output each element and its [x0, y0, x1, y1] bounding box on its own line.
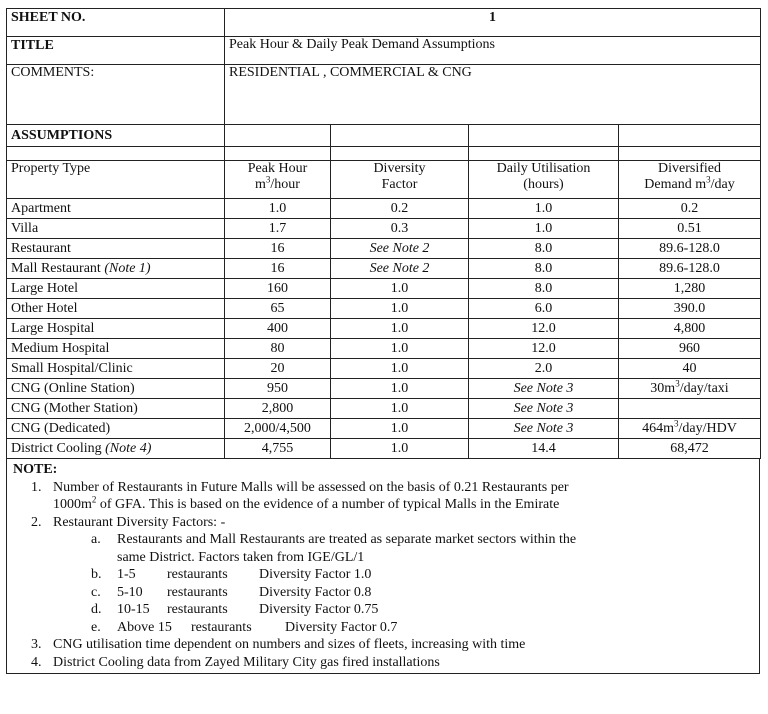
demand-value: 960 — [679, 340, 700, 356]
cell-diversity — [331, 259, 469, 279]
table-row — [7, 339, 761, 359]
cell-property-type — [7, 399, 225, 419]
peak-header-unit: m — [255, 177, 266, 192]
demand-value: 40 — [682, 360, 697, 376]
note-2e-word: restaurants — [191, 619, 252, 635]
title-value: Peak Hour & Daily Peak Demand Assumptions — [225, 37, 761, 65]
note-1-number: 1. — [31, 479, 42, 495]
note-1-line2a: 1000m — [53, 497, 92, 512]
header-table — [6, 8, 761, 459]
col-header-diversity — [331, 161, 469, 199]
cell-diversity — [331, 239, 469, 259]
cell-diversity — [331, 319, 469, 339]
cell-utilisation — [469, 439, 619, 459]
demand-value: 68,472 — [670, 440, 709, 456]
utilisation-value: See Note 3 — [513, 400, 574, 416]
cell-demand — [619, 359, 761, 379]
peak-hour-value: 1.7 — [268, 220, 287, 236]
col-header-demand — [619, 161, 761, 199]
diversity-value: 1.0 — [390, 280, 409, 296]
note-2-number: 2. — [31, 514, 42, 530]
note-2d-factor: Diversity Factor 0.75 — [259, 602, 379, 617]
note-2b-letter: b. — [91, 567, 102, 582]
property-type-text: Villa — [11, 220, 39, 236]
cell-demand — [619, 299, 761, 319]
cell-demand — [619, 339, 761, 359]
table-row — [7, 319, 761, 339]
cell-demand — [619, 239, 761, 259]
diversity-value: 1.0 — [390, 320, 409, 336]
demand-value: 30m — [650, 380, 676, 396]
demand-value: 390.0 — [673, 300, 706, 316]
table-row — [7, 299, 761, 319]
property-note-ref: (Note 4) — [105, 440, 152, 456]
peak-hour-value: 16 — [270, 260, 285, 276]
cell-peak-hour — [225, 219, 331, 239]
cell-diversity — [331, 379, 469, 399]
cell-utilisation — [469, 239, 619, 259]
note-1 — [13, 479, 753, 514]
note-2a-line1: Restaurants and Mall Restaurants are treated as separate market sectors within the — [117, 532, 577, 547]
title-label: TITLE — [7, 37, 225, 65]
comments-value: RESIDENTIAL , COMMERCIAL & CNG — [225, 65, 761, 125]
peak-hour-value: 20 — [270, 360, 285, 376]
utilisation-value: See Note 3 — [513, 380, 574, 396]
property-type-text: Medium Hospital — [11, 340, 110, 356]
table-row — [7, 279, 761, 299]
cell-demand — [619, 319, 761, 339]
demand-value: 89.6-128.0 — [659, 240, 720, 256]
dem-header-sup: 3 — [706, 174, 711, 185]
peak-hour-value: 1.0 — [268, 200, 287, 216]
blank-cell — [619, 147, 761, 161]
property-type-text: Restaurant — [11, 240, 71, 256]
diversity-value: 1.0 — [390, 420, 409, 436]
cell-peak-hour — [225, 279, 331, 299]
demand-value: 89.6-128.0 — [659, 260, 720, 276]
cell-peak-hour — [225, 399, 331, 419]
table-row — [7, 259, 761, 279]
diversity-value: 0.3 — [390, 220, 409, 236]
peak-hour-value: 950 — [267, 380, 288, 396]
note-2c-word: restaurants — [167, 584, 228, 600]
note-2a-letter: a. — [91, 532, 101, 547]
utilisation-value: 2.0 — [534, 360, 553, 376]
dem-header-unit: Demand m — [644, 177, 707, 192]
sheet-number: 1 — [225, 9, 761, 37]
note-3-text: CNG utilisation time dependent on numbers and sizes of fleets, increasing with time — [53, 637, 526, 652]
cell-demand — [619, 199, 761, 219]
notes-section — [6, 459, 760, 674]
note-4 — [13, 654, 753, 672]
peak-hour-value: 400 — [267, 320, 288, 336]
demand-value: 0.51 — [677, 220, 702, 236]
assumptions-sheet — [6, 8, 760, 674]
cell-utilisation — [469, 319, 619, 339]
div-header-line2: Factor — [381, 177, 418, 192]
note-2d-word: restaurants — [167, 602, 228, 617]
utilisation-value: See Note 3 — [513, 420, 574, 436]
note-2e-range: Above 15 — [117, 619, 172, 635]
cell-diversity — [331, 439, 469, 459]
utilisation-value: 8.0 — [534, 260, 553, 276]
cell-property-type — [7, 379, 225, 399]
table-row — [7, 359, 761, 379]
col-header-property — [7, 161, 225, 199]
cell-utilisation — [469, 399, 619, 419]
utilisation-value: 14.4 — [531, 440, 556, 456]
note-2d-letter: d. — [91, 602, 102, 617]
col-header-peak — [225, 161, 331, 199]
cell-peak-hour — [225, 319, 331, 339]
utilisation-value: 8.0 — [534, 280, 553, 296]
data-rows — [7, 199, 761, 459]
note-1-line2b: of GFA. This is based on the evidence of a number of typical Malls in the Emirate — [96, 497, 560, 512]
cell-property-type — [7, 299, 225, 319]
demand-value: 464m — [642, 420, 675, 436]
property-type-text: CNG (Online Station) — [11, 380, 135, 396]
table-row — [7, 239, 761, 259]
utilisation-value: 1.0 — [534, 220, 553, 236]
cell-property-type — [7, 419, 225, 439]
cell-property-type — [7, 359, 225, 379]
cell-property-type — [7, 239, 225, 259]
note-2c — [13, 584, 753, 602]
table-row — [7, 419, 761, 439]
note-2-text: Restaurant Diversity Factors: - — [53, 514, 226, 530]
peak-header-sup: 3 — [265, 174, 271, 185]
note-2a-text — [117, 531, 576, 566]
cell-peak-hour — [225, 419, 331, 439]
cell-property-type — [7, 439, 225, 459]
peak-header-line1: Peak Hour — [247, 161, 308, 176]
peak-hour-value: 80 — [270, 340, 285, 356]
property-type-text: Apartment — [11, 200, 71, 216]
demand-sup: 3 — [674, 417, 679, 428]
cell-peak-hour — [225, 439, 331, 459]
cell-property-type — [7, 259, 225, 279]
cell-property-type — [7, 219, 225, 239]
cell-property-type — [7, 279, 225, 299]
peak-hour-value: 4,755 — [261, 440, 294, 456]
diversity-value: 1.0 — [390, 300, 409, 316]
diversity-value: See Note 2 — [369, 260, 430, 276]
note-2a — [13, 531, 753, 566]
property-type-text: CNG (Mother Station) — [11, 400, 138, 416]
table-row — [7, 379, 761, 399]
cell-diversity — [331, 419, 469, 439]
cell-utilisation — [469, 339, 619, 359]
cell-peak-hour — [225, 259, 331, 279]
cell-demand — [619, 379, 761, 399]
cell-peak-hour — [225, 239, 331, 259]
note-4-text: District Cooling data from Zayed Military City gas fired installations — [53, 654, 440, 670]
demand-value: 1,280 — [673, 280, 706, 296]
utilisation-value: 8.0 — [534, 240, 553, 256]
property-type-text: Mall Restaurant — [11, 260, 105, 276]
cell-peak-hour — [225, 199, 331, 219]
note-3-number: 3. — [31, 637, 42, 652]
col-header-utilisation — [469, 161, 619, 199]
cell-demand — [619, 279, 761, 299]
note-2b-range: 1-5 — [117, 567, 136, 582]
note-2c-factor: Diversity Factor 0.8 — [259, 584, 372, 600]
table-row — [7, 439, 761, 459]
util-header-line1: Daily Utilisation — [496, 161, 591, 176]
cell-utilisation — [469, 359, 619, 379]
cell-utilisation — [469, 419, 619, 439]
blank-cell — [7, 147, 225, 161]
property-type-text: Other Hotel — [11, 300, 78, 316]
cell-utilisation — [469, 279, 619, 299]
property-type-text: Large Hotel — [11, 280, 78, 296]
cell-diversity — [331, 199, 469, 219]
cell-demand — [619, 419, 761, 439]
note-2c-letter: c. — [91, 584, 101, 600]
note-2b — [13, 566, 753, 584]
utilisation-value: 12.0 — [531, 340, 556, 356]
diversity-value: See Note 2 — [369, 240, 430, 256]
comments-label: COMMENTS: — [7, 65, 225, 125]
demand-unit-tail: /day/taxi — [679, 380, 729, 396]
note-4-number: 4. — [31, 654, 42, 670]
note-2d — [13, 601, 753, 619]
utilisation-value: 6.0 — [534, 300, 553, 316]
diversity-value: 1.0 — [390, 400, 409, 416]
property-note-ref: (Note 1) — [104, 260, 151, 276]
blank-cell — [331, 125, 469, 147]
note-1-text — [53, 479, 569, 514]
dem-header-line1: Diversified — [658, 161, 721, 176]
cell-diversity — [331, 279, 469, 299]
cell-diversity — [331, 339, 469, 359]
cell-utilisation — [469, 299, 619, 319]
cell-property-type — [7, 319, 225, 339]
note-2 — [13, 514, 753, 532]
dem-header-unit-tail: /day — [710, 177, 735, 192]
diversity-value: 1.0 — [390, 360, 409, 376]
blank-cell — [225, 125, 331, 147]
cell-demand — [619, 439, 761, 459]
sheet-label: SHEET NO. — [7, 9, 225, 37]
demand-unit-tail: /day/HDV — [678, 420, 737, 436]
diversity-value: 1.0 — [390, 380, 409, 396]
blank-cell — [619, 125, 761, 147]
cell-peak-hour — [225, 299, 331, 319]
demand-value: 0.2 — [680, 200, 699, 216]
peak-header-unit-tail: /hour — [270, 177, 300, 192]
note-2c-range: 5-10 — [117, 584, 143, 600]
table-row — [7, 399, 761, 419]
cell-peak-hour — [225, 379, 331, 399]
diversity-value: 1.0 — [390, 440, 409, 456]
cell-utilisation — [469, 379, 619, 399]
note-2a-line2: same District. Factors taken from IGE/GL/1 — [117, 549, 365, 565]
cell-utilisation — [469, 199, 619, 219]
property-type-text: Small Hospital/Clinic — [11, 360, 133, 376]
table-row — [7, 199, 761, 219]
utilisation-value: 12.0 — [531, 320, 556, 336]
div-header-line1: Diversity — [373, 161, 426, 176]
cell-property-type — [7, 199, 225, 219]
cell-utilisation — [469, 219, 619, 239]
cell-demand — [619, 399, 761, 419]
demand-value: 4,800 — [673, 320, 706, 336]
cell-diversity — [331, 219, 469, 239]
note-2e-letter: e. — [91, 619, 101, 635]
peak-hour-value: 160 — [267, 280, 288, 296]
property-header-text: Property Type — [11, 161, 91, 176]
blank-cell — [225, 147, 331, 161]
notes-heading: NOTE: — [13, 462, 58, 477]
peak-hour-value: 2,000/4,500 — [244, 420, 311, 436]
note-2e-factor: Diversity Factor 0.7 — [285, 619, 398, 635]
cell-utilisation — [469, 259, 619, 279]
cell-peak-hour — [225, 359, 331, 379]
cell-diversity — [331, 359, 469, 379]
peak-hour-value: 2,800 — [261, 400, 294, 416]
property-type-text: CNG (Dedicated) — [11, 420, 111, 436]
blank-cell — [469, 125, 619, 147]
diversity-value: 1.0 — [390, 340, 409, 356]
demand-sup: 3 — [675, 377, 680, 388]
note-2b-factor: Diversity Factor 1.0 — [259, 567, 372, 582]
cell-peak-hour — [225, 339, 331, 359]
peak-hour-value: 16 — [270, 240, 285, 256]
assumptions-label: ASSUMPTIONS — [7, 125, 225, 147]
cell-diversity — [331, 299, 469, 319]
property-type-text: Large Hospital — [11, 320, 95, 336]
cell-property-type — [7, 339, 225, 359]
note-2e — [13, 619, 753, 637]
cell-diversity — [331, 399, 469, 419]
cell-demand — [619, 219, 761, 239]
note-2d-range: 10-15 — [117, 602, 150, 617]
cell-demand — [619, 259, 761, 279]
blank-cell — [469, 147, 619, 161]
table-row — [7, 219, 761, 239]
util-header-line2: (hours) — [523, 177, 564, 192]
property-type-text: District Cooling — [11, 440, 106, 456]
diversity-value: 0.2 — [390, 200, 409, 216]
peak-hour-value: 65 — [270, 300, 285, 316]
blank-cell — [331, 147, 469, 161]
note-3 — [13, 636, 753, 654]
note-2b-word: restaurants — [167, 567, 228, 582]
note-1-line1: Number of Restaurants in Future Malls will be assessed on the basis of 0.21 Restaurants per — [53, 479, 569, 495]
utilisation-value: 1.0 — [534, 200, 553, 216]
note-1-sup: 2 — [91, 494, 97, 505]
